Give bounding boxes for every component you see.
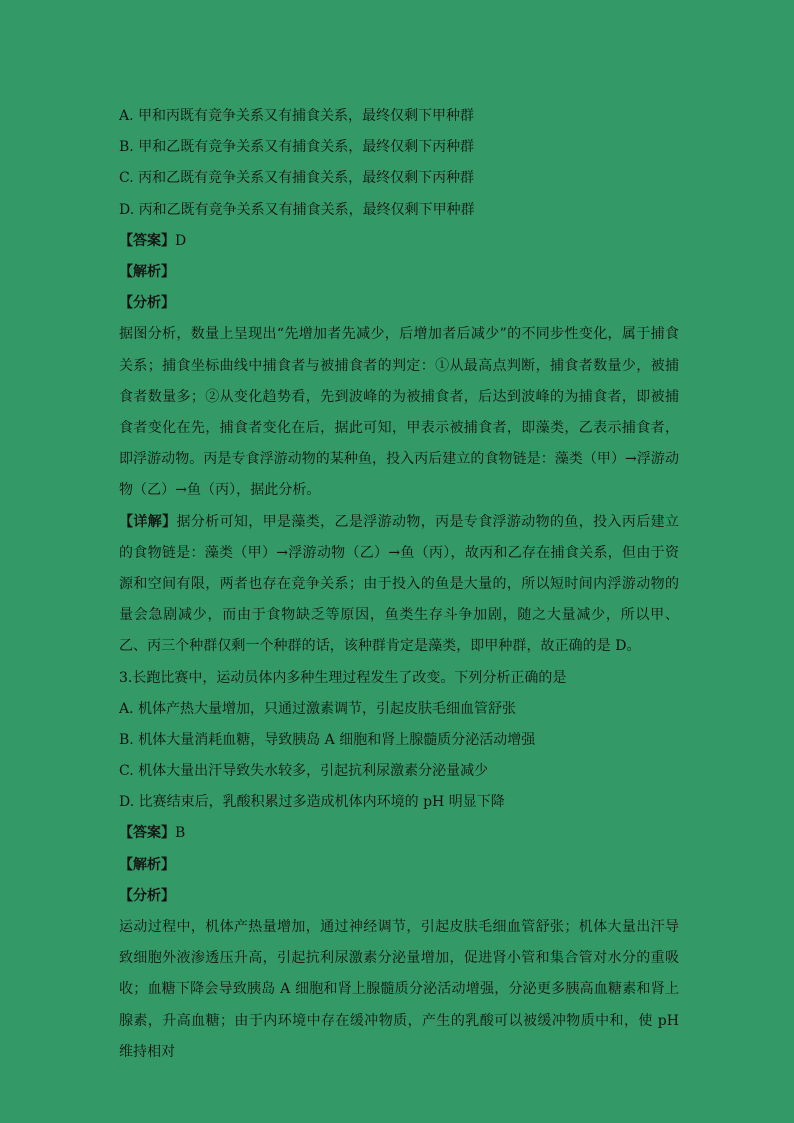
q3-jiexi-heading: 【解析】 xyxy=(119,856,175,873)
xiangjie-tag: 【详解】 xyxy=(119,513,177,530)
document-page xyxy=(119,101,679,1068)
xiangjie-text: 据分析可知，甲是藻类，乙是浮游动物，丙是专食浮游动物的鱼，投入丙后建立的食物链是：藻类（甲）→浮游动物（乙）→鱼（丙），故丙和乙存在捕食关系，但由于资源和空间有限，两者也存在竞争关系；由于投入的鱼是大量的，所以短时间内浮游动物的量会急剧减少，而由于食物缺乏等原因，鱼类生存斗争加剧，随之大量减少，所以甲、乙、丙三个种群仅剩一个种群的话，该种群肯定是藻类，即甲种群，故正确的是 D。 xyxy=(119,513,679,655)
q2-option-d: D. 丙和乙既有竞争关系又有捕食关系，最终仅剩下甲种群 xyxy=(119,201,475,218)
q2-fenxi-text: 据图分析，数量上呈现出“先增加者先减少，后增加者后减少”的不同步性变化，属于捕食关系；捕食坐标曲线中捕食者与被捕食者的判定：①从最高点判断，捕食者数量少，被捕食者数量多；②从变化趋势看，先到波峰的为被捕食者，后达到波峰的为捕食者，即被捕食者变化在先，捕食者变化在后，据此可知，甲表示被捕食者，即藻类，乙表示捕食者，即浮游动物。丙是专食浮游动物的某种鱼，投入丙后建立的食物链是：藻类（甲）→浮游动物（乙）→鱼（丙），据此分析。 xyxy=(119,326,679,499)
q2-answer-line xyxy=(119,226,679,257)
q2-option-b: B. 甲和乙既有竞争关系又有捕食关系，最终仅剩下丙种群 xyxy=(119,139,475,156)
q2-option-c: C. 丙和乙既有竞争关系又有捕食关系，最终仅剩下丙种群 xyxy=(119,170,475,187)
q3-fenxi-text: 运动过程中，机体产热量增加，通过神经调节，引起皮肤毛细血管舒张；机体大量出汗导致细胞外液渗透压升高，引起抗利尿激素分泌量增加，促进肾小管和集合管对水分的重吸收；血糖下降会导致胰岛 A 细胞和肾上腺髓质分泌活动增强，分泌更多胰高血糖素和肾上腺素，升高血糖；由于内环境中存在缓冲物质，产生的乳酸可以被缓冲物质中和，使 pH 维持相对 xyxy=(119,919,679,1060)
q3-answer-line xyxy=(119,818,679,849)
q2-jiexi-heading: 【解析】 xyxy=(119,263,175,280)
answer-tag: 【答案】 xyxy=(119,232,175,249)
q3-option-a: A. 机体产热大量增加，只通过激素调节，引起皮肤毛细血管舒张 xyxy=(119,700,517,717)
q2-fenxi-heading: 【分析】 xyxy=(119,295,175,312)
q3-stem: 3.长跑比赛中，运动员体内多种生理过程发生了改变。下列分析正确的是 xyxy=(119,669,567,686)
answer-value: B xyxy=(175,825,186,842)
answer-tag: 【答案】 xyxy=(119,825,175,842)
q3-option-b: B. 机体大量消耗血糖，导致胰岛 A 细胞和肾上腺髓质分泌活动增强 xyxy=(119,731,536,748)
q2-xiangjie-paragraph xyxy=(119,507,679,663)
q3-fenxi-heading: 【分析】 xyxy=(119,887,175,904)
q2-option-a: A. 甲和丙既有竞争关系又有捕食关系，最终仅剩下甲种群 xyxy=(119,108,475,124)
answer-value: D xyxy=(175,232,187,249)
q3-option-c: C. 机体大量出汗导致失水较多，引起抗利尿激素分泌量减少 xyxy=(119,763,489,780)
q3-option-d: D. 比赛结束后，乳酸积累过多造成机体内环境的 pH 明显下降 xyxy=(119,794,505,811)
